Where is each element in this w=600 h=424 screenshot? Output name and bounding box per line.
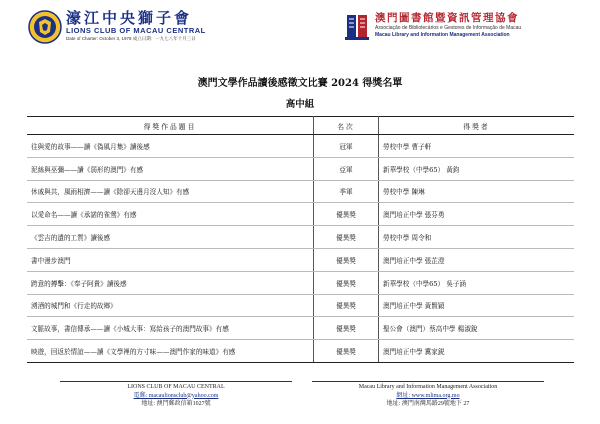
footer-left-org: LIONS CLUB OF MACAU CENTRAL <box>127 384 225 390</box>
rank-cell: 優異獎 <box>314 248 379 271</box>
association-emblem-icon <box>345 12 371 42</box>
footer-right-address: 地址: 澳門南灣馬路29號地下 27 <box>386 401 470 407</box>
table-row <box>27 317 574 340</box>
footer-right-web[interactable]: 網址: www.mlima.org.mo <box>396 392 460 399</box>
rank-cell: 優異獎 <box>314 294 379 317</box>
lions-name-zh: 濠江中央獅子會 <box>66 9 193 27</box>
winner-cell: 澳門培正中學 冀家鋭 <box>379 340 575 363</box>
lions-text <box>66 10 206 42</box>
footer-left-address: 地址: 澳門郵政信箱1027號 <box>141 401 211 407</box>
winner-cell: 新華學校（中學65） 吳子涵 <box>379 271 575 294</box>
association-logo <box>345 12 585 46</box>
winner-cell: 澳門培正中學 張芬勇 <box>379 203 575 226</box>
rank-cell: 冠軍 <box>314 135 379 158</box>
winner-cell: 新華學校（中學65） 黃鈞 <box>379 157 575 180</box>
winner-cell: 澳門培正中學 張芷澄 <box>379 248 575 271</box>
work-title-cell: 文脈故事，書信傳承——讀《小城大事：寫給孩子的澳門故事》有感 <box>27 317 314 340</box>
footer-left-email[interactable]: 電郵: macaulionsclub@yahoo.com <box>133 392 219 399</box>
header-work-title: 得獎作品題目 <box>27 117 314 135</box>
work-title-cell: 往與愛的故事——讀《偽風月集》讀後感 <box>27 135 314 158</box>
winner-cell: 聖公會（澳門）蔡高中學 楊淑銳 <box>379 317 575 340</box>
association-name-pt: Associação de Bibliotecários e Gestores de Informação de Macau <box>375 25 522 31</box>
footer-right <box>308 383 548 409</box>
work-title-cell: 映遊，回返於情誼——讀《文學裡的方寸味——澳門作家的味道》有感 <box>27 340 314 363</box>
work-title-cell: 以愛命名——讀《承諾的雀鶯》有感 <box>27 203 314 226</box>
lions-charter-date: Date of Charter: October 3, 1978 成立日期：一九七八年十月三日 <box>66 36 196 41</box>
table-row <box>27 180 574 203</box>
winner-cell: 勞校中學 陳琳 <box>379 180 575 203</box>
header-rank: 名次 <box>314 117 379 135</box>
table-row <box>27 340 574 363</box>
group-heading: 高中組 <box>285 99 315 110</box>
table-row <box>27 135 574 158</box>
header-winner: 得獎者 <box>379 117 575 135</box>
lions-name-en: LIONS CLUB OF MACAU CENTRAL <box>66 26 206 35</box>
rank-cell: 優異獎 <box>314 226 379 249</box>
table-header-row <box>27 117 574 135</box>
association-text <box>375 12 521 39</box>
awards-table <box>27 116 574 363</box>
table-row <box>27 226 574 249</box>
table-row <box>27 248 574 271</box>
footer-left <box>56 383 296 409</box>
rank-cell: 優異獎 <box>314 340 379 363</box>
work-title-cell: 泥絲與巫彌——讀《弱形的澳門》有感 <box>27 157 314 180</box>
table-row <box>27 157 574 180</box>
winner-cell: 勞校中學 曹子軒 <box>379 135 575 158</box>
association-name-zh: 澳門圖書館暨資訊管理協會 <box>375 12 519 24</box>
rank-cell: 優異獎 <box>314 317 379 340</box>
table-row <box>27 203 574 226</box>
work-title-cell: 湧酒的城門和《行走的故鄉》 <box>27 294 314 317</box>
rank-cell: 優異獎 <box>314 271 379 294</box>
footer-divider-left <box>60 381 292 382</box>
footer-right-org: Macau Library and Information Management Association <box>358 384 498 390</box>
table-row <box>27 294 574 317</box>
table-row <box>27 271 574 294</box>
winner-cell: 澳門培正中學 黃賢穎 <box>379 294 575 317</box>
lions-emblem-icon <box>28 10 62 44</box>
rank-cell: 優異獎 <box>314 203 379 226</box>
work-title-cell: 休戚與共，風雨相濟——讀《除卻天邊月沒人知》有感 <box>27 180 314 203</box>
footer-divider-right <box>312 381 544 382</box>
work-title-cell: 書中漫步澳門 <box>27 248 314 271</box>
rank-cell: 亞軍 <box>314 157 379 180</box>
document-title: 澳門文學作品讀後感徵文比賽 2024 得獎名單 <box>197 78 403 89</box>
work-title-cell: 跨意的搏擊：《奉子阿貴》讀後感 <box>27 271 314 294</box>
work-title-cell: 《雲吉的遺的工質》讀後感 <box>27 226 314 249</box>
rank-cell: 季軍 <box>314 180 379 203</box>
lions-club-logo <box>28 10 258 46</box>
association-name-en: Macau Library and Information Management Association <box>375 32 510 38</box>
winner-cell: 勞校中學 周令和 <box>379 226 575 249</box>
